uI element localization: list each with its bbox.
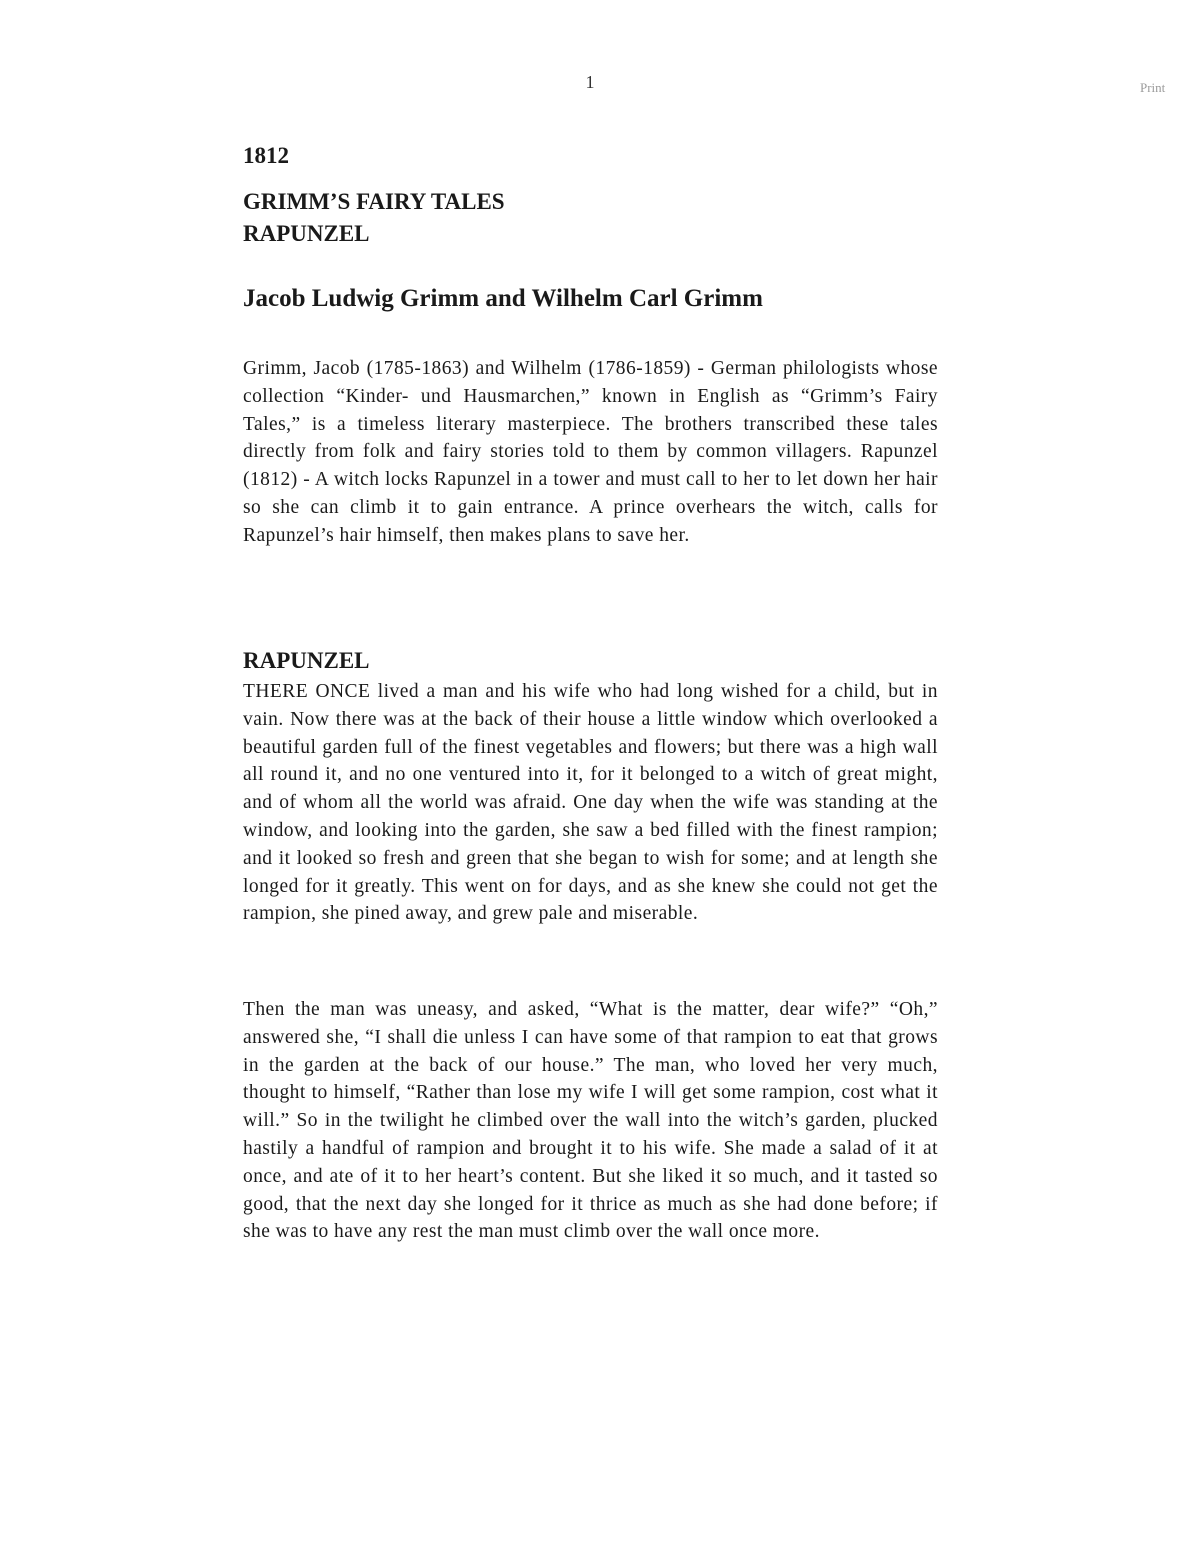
- print-link[interactable]: Print: [1140, 80, 1166, 95]
- intro-paragraph: Grimm, Jacob (1785-1863) and Wilhelm (1786-1859) - German philologists whose collection “Kinder- und Hausmarchen,” known in English as “Grimm’s Fairy Tales,” is a timeless literary masterpiece. The brothers transcribed these tales directly from folk and fairy stories told to them by common villagers. Rapunzel (1812) - A witch locks Rapunzel in a tower and must call to her to let down her hair so she can climb it to gain entrance. A prince overhears the witch, calls for Rapunzel’s hair himself, then makes plans to save her.: [243, 358, 938, 546]
- story-paragraph: Then the man was uneasy, and asked, “What is the matter, dear wife?” “Oh,” answered she, “I shall die unless I can have some of that rampion to eat that grows in the garden at the back of our house.” The man, who loved her very much, thought to himself, “Rather than lose my wife I will get some rampion, cost what it will.” So in the twilight he climbed over the wall into the witch’s garden, plucked hastily a handful of rampion and brought it to his wife. She made a salad of it at once, and ate of it to her heart’s content. But she liked it so much, and it tasted so good, that the next day she longed for it thrice as much as she had done before; if she was to have any rest the man must climb over the wall once more.: [243, 999, 938, 1243]
- tale-title: RAPUNZEL: [243, 221, 370, 246]
- title-block: [243, 186, 505, 250]
- collection-title: GRIMM’S FAIRY TALES: [243, 189, 505, 214]
- page-number: 1: [585, 72, 595, 92]
- story-heading: RAPUNZEL: [243, 648, 370, 673]
- authors-heading: Jacob Ludwig Grimm and Wilhelm Carl Grimm: [243, 285, 763, 312]
- story-paragraph: THERE ONCE lived a man and his wife who had long wished for a child, but in vain. Now there was at the back of their house a little window which overlooked a beautiful garden full of the finest vegetables and flowers; but there was a high wall all round it, and no one ventured into it, for it belonged to a witch of great might, and of whom all the world was afraid. One day when the wife was standing at the window, and looking into the garden, she saw a bed filled with the finest rampion; and it looked so fresh and green that she began to wish for some; and at length she longed for it greatly. This went on for days, and as she knew she could not get the rampion, she pined away, and grew pale and miserable.: [243, 681, 938, 925]
- year-heading: 1812: [243, 143, 289, 168]
